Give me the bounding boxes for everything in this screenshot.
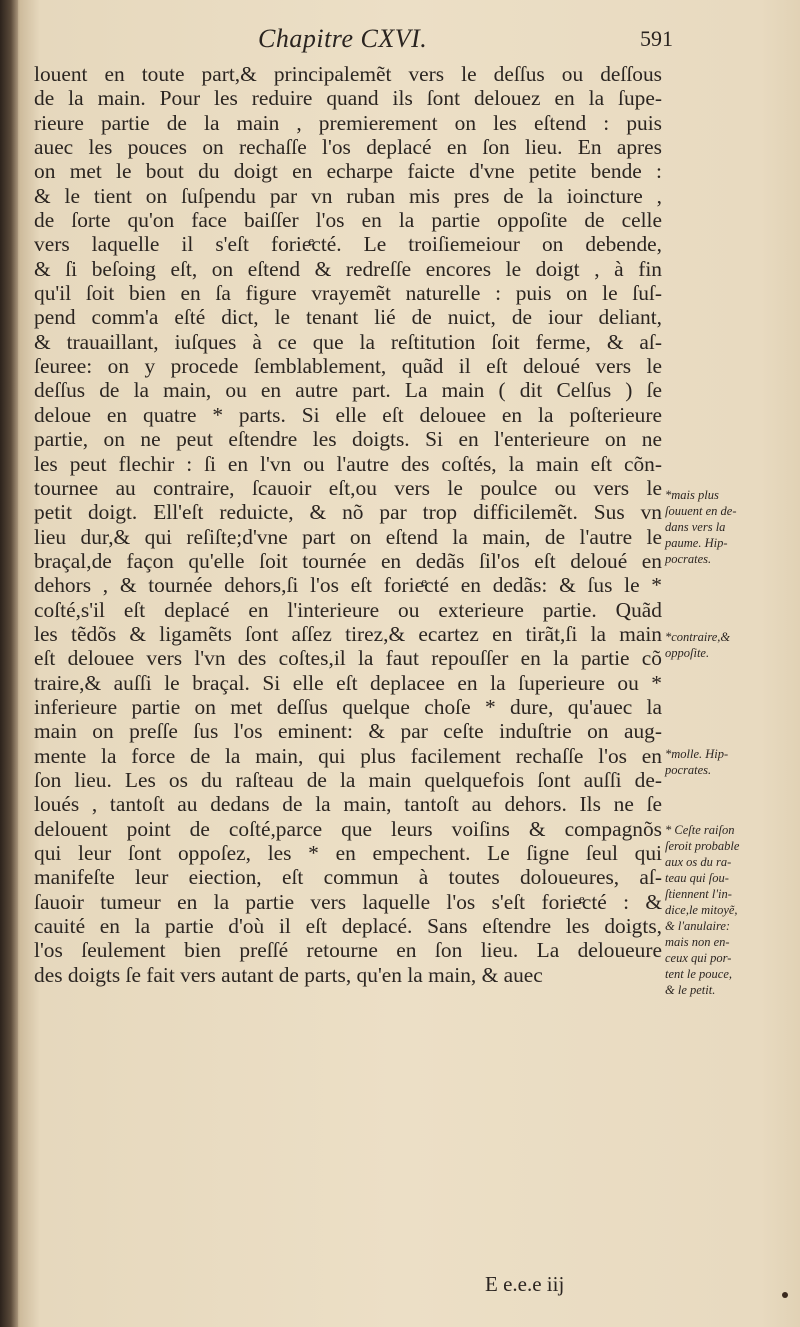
margin-note-line: ſeroit probable — [665, 839, 740, 853]
running-head: Chapitre CXVI. — [258, 24, 428, 53]
text-line: cauité en la partie d'où il eſt deplacé. Sans eſtendre les doigts, — [34, 914, 662, 939]
text-line: deloue en quatre * parts. Si elle eſt delouee en la poſterieure — [34, 402, 662, 427]
text-line: on met le bout du doigt en echarpe faicte d'vne petite bende : — [34, 159, 662, 184]
text-line: petit doigt. Ell'eſt reduicte, & nõ par trop difficilemẽt. Sus vn — [34, 500, 662, 525]
book-spine-shadow — [0, 0, 18, 1327]
margin-note-line: ſouuent en de- — [665, 504, 737, 518]
text-line: braçal,de façon qu'elle ſoit tournée en dedãs ſil'os eſt deloué en — [34, 548, 662, 573]
ink-spot — [782, 1292, 788, 1298]
text-line: de la main. Pour les reduire quand ils ſont delouez en la ſupe- — [34, 86, 662, 111]
margin-note-line: pocrates. — [665, 552, 712, 566]
text-line: main on preſſe ſus l'os eminent: & par ceſte induſtrie on aug- — [34, 719, 662, 744]
margin-note-line: & l'anulaire: — [665, 919, 731, 933]
text-line: partie, on ne peut eſtendre les doigts. Si en l'enterieure on ne — [34, 427, 662, 452]
margin-note-line: teau qui ſou- — [665, 871, 729, 885]
text-line: dehors , & tournée dehors,ſi l'os eſt forieͤcté en dedãs: & ſus le * — [34, 573, 662, 598]
margin-note-line: & le petit. — [665, 983, 716, 997]
text-line: rieure partie de la main , premierement on les eſtend : puis — [34, 110, 662, 135]
text-line: lieu dur,& qui reſiſte;d'vne part on eſtend la main, de l'autre le — [34, 524, 662, 549]
main-text-block — [34, 62, 662, 987]
text-line: auec les pouces on rechaſſe l'os deplacé en ſon lieu. En apres — [34, 135, 662, 160]
text-line: les peut flechir : ſi en l'vn ou l'autre des coſtés, la main eſt cõn- — [34, 451, 662, 476]
margin-note-line: dans vers la — [665, 520, 726, 534]
catchword-signature: E e.e.e iij — [485, 1272, 565, 1296]
text-line: qu'il ſoit bien en ſa figure vrayemẽt naturelle : puis on le ſuſ- — [34, 281, 662, 306]
text-line: ſeuree: on y procede ſemblablement, quãd il eſt deloué vers le — [34, 354, 662, 379]
text-line: ſauoir tumeur en la partie vers laquelle l'os s'eſt forieͤcté : & — [34, 889, 662, 914]
text-line: l'os ſeulement bien preſſé retourne en ſon lieu. La deloueure — [34, 938, 662, 963]
page-header — [0, 20, 800, 60]
margin-note — [665, 746, 795, 778]
margin-note-line: *mais plus — [665, 488, 719, 502]
margin-note-line: ſtiennent l'in- — [665, 887, 732, 901]
margin-note-line: *contraire,& — [665, 630, 731, 644]
margin-note-line: oppoſite. — [665, 646, 710, 660]
text-line: pend comm'a eſté dict, le tenant lié de nuict, de iour deliant, — [34, 305, 662, 330]
text-line: des doigts ſe fait vers autant de parts, qu'en la main, & auec — [34, 962, 543, 987]
text-line: & trauaillant, iuſques à ce que la reſtitution ſoit ferme, & aſ- — [34, 329, 662, 354]
text-line: delouent point de coſté,parce que leurs voiſins & compagnõs — [34, 816, 662, 841]
text-line: coſté,s'il eſt deplacé en l'interieure ou exterieure partie. Quãd — [34, 597, 662, 622]
margin-note — [665, 822, 795, 998]
margin-note-line: dice,le mitoyẽ, — [665, 903, 738, 917]
text-line: louent en toute part,& principalemẽt vers le deſſus ou deſſous — [34, 62, 662, 86]
margin-note-line: pocrates. — [665, 763, 712, 777]
text-line: mente la force de la main, qui plus facilement rechaſſe l'os en — [34, 743, 662, 768]
margin-note-line: aux os du ra- — [665, 855, 732, 869]
text-line: & le tient on ſuſpendu par vn ruban mis pres de la ioincture , — [34, 183, 662, 208]
text-line: inferieure partie on met deſſus quelque choſe * dure, qu'auec la — [34, 694, 662, 719]
margin-note — [665, 487, 795, 567]
text-line: & ſi beſoing eſt, on eſtend & redreſſe encores le doigt , à fin — [34, 256, 662, 281]
text-line: tournee au contraire, ſcauoir eſt,ou vers le poulce ou vers le — [34, 475, 662, 500]
text-line: ſon lieu. Les os du raſteau de la main quelquefois ſont auſſi de- — [34, 767, 662, 792]
text-line: les tẽdõs & ligamẽts ſont aſſez tirez,& ecartez en tirãt,ſi la main — [34, 621, 662, 646]
margin-note — [665, 629, 795, 661]
margin-note-line: paume. Hip- — [665, 536, 728, 550]
text-line: de ſorte qu'on face baiſſer l'os en la partie oppoſite de celle — [34, 208, 662, 233]
text-line: deſſus de la main, ou en autre part. La main ( dit Celſus ) ſe — [34, 378, 662, 403]
text-line: manifeſte leur eiection, eſt commun à toutes doloueures, aſ- — [34, 865, 662, 890]
text-line: eſt delouee vers l'vn des coſtes,il la faut repouſſer en la partie cõ — [34, 646, 662, 671]
text-line: loués , tantoſt au dedans de la main, tantoſt au dehors. Ils ne ſe — [34, 792, 662, 817]
text-line: traire,& auſſi le braçal. Si elle eſt deplacee en la ſuperieure ou * — [34, 670, 662, 695]
page-number: 591 — [640, 26, 673, 51]
margin-note-line: * Ceſte raiſon — [665, 823, 735, 837]
text-line: vers laquelle il s'eſt forieͤcté. Le troiſiemeiour on debende, — [34, 232, 662, 257]
margin-note-line: *molle. Hip- — [665, 747, 729, 761]
margin-note-line: mais non en- — [665, 935, 730, 949]
text-line: qui leur ſont oppoſez, les * en empechent. Le ſigne ſeul qui — [34, 841, 662, 865]
margin-note-line: tent le pouce, — [665, 967, 732, 981]
margin-note-line: ceux qui por- — [665, 951, 732, 965]
